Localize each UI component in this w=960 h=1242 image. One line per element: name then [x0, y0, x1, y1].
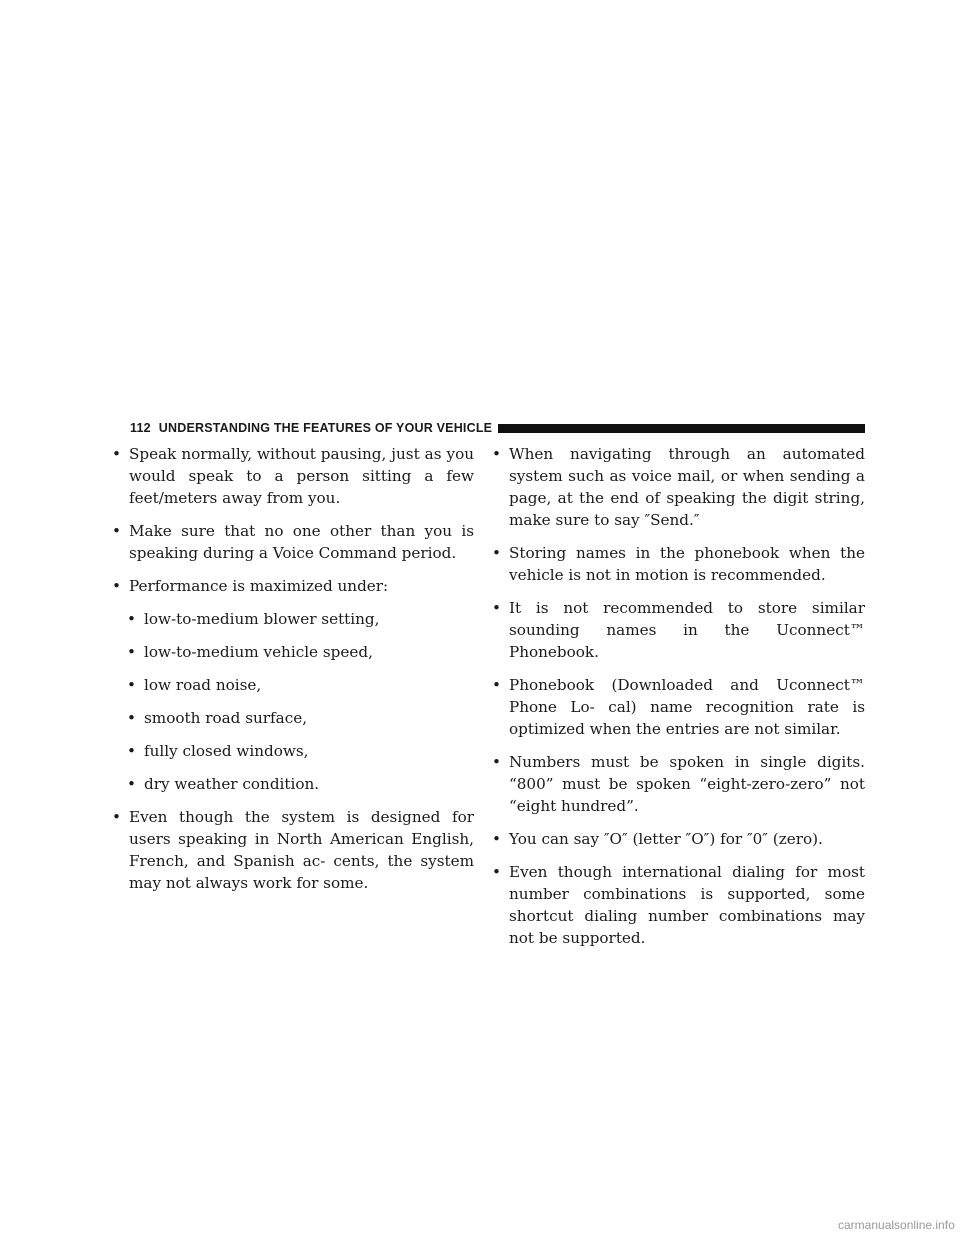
- sub-bullet-item: [127, 773, 474, 795]
- bullet-text: Even though international dialing for most number combinations is supported, some shortcut dialing number combinations may not be supported.: [509, 863, 865, 947]
- bullet-text: Storing names in the phonebook when the vehicle is not in motion is recommended.: [509, 544, 865, 584]
- bullet-text: You can say ″O″ (letter ″O″) for ″0″ (zero).: [509, 830, 823, 848]
- bullet-item: [112, 575, 474, 597]
- section-title: UNDERSTANDING THE FEATURES OF YOUR VEHICLE: [158, 421, 493, 435]
- bullet-item: [492, 861, 865, 949]
- bullet-text: It is not recommended to store similar sounding names in the Uconnect™ Phonebook.: [509, 599, 865, 661]
- bullet-item: [112, 520, 474, 564]
- bullet-item: [492, 674, 865, 740]
- sub-bullet-item: [127, 707, 474, 729]
- bullet-text: low road noise,: [144, 676, 262, 694]
- bullet-icon: •: [492, 863, 501, 881]
- bullet-text: Numbers must be spoken in single digits. “800” must be spoken “eight-zero-zero” not “eight hundred”.: [509, 753, 865, 815]
- header-rule: [498, 424, 865, 433]
- bullet-icon: •: [127, 676, 136, 694]
- left-column: [112, 443, 474, 905]
- page-header: [130, 420, 865, 436]
- bullet-icon: •: [112, 808, 121, 826]
- bullet-icon: •: [492, 599, 501, 617]
- bullet-text: Even though the system is designed for users speaking in North American English, French, and Spanish ac- cents, the system may not always work for some.: [129, 808, 474, 892]
- bullet-text: dry weather condition.: [144, 775, 320, 793]
- bullet-text: Phonebook (Downloaded and Uconnect™ Phone Lo- cal) name recognition rate is optimized when the entries are not similar.: [509, 676, 865, 738]
- bullet-icon: •: [127, 775, 136, 793]
- bullet-icon: •: [127, 610, 136, 628]
- bullet-item: [492, 542, 865, 586]
- bullet-text: fully closed windows,: [144, 742, 309, 760]
- page-number: 112: [130, 421, 151, 435]
- bullet-icon: •: [127, 709, 136, 727]
- bullet-icon: •: [492, 830, 501, 848]
- sub-bullet-item: [127, 608, 474, 630]
- sub-bullet-item: [127, 740, 474, 762]
- bullet-text: low-to-medium blower setting,: [144, 610, 380, 628]
- bullet-icon: •: [492, 445, 501, 463]
- bullet-item: [112, 806, 474, 894]
- bullet-icon: •: [127, 643, 136, 661]
- bullet-text: Performance is maximized under:: [129, 577, 389, 595]
- bullet-item: [112, 443, 474, 509]
- watermark: carmanualsonline.info: [838, 1218, 955, 1232]
- bullet-icon: •: [492, 753, 501, 771]
- sub-bullet-item: [127, 641, 474, 663]
- bullet-item: [492, 443, 865, 531]
- bullet-icon: •: [492, 676, 501, 694]
- bullet-item: [492, 597, 865, 663]
- bullet-icon: •: [112, 522, 121, 540]
- bullet-text: smooth road surface,: [144, 709, 308, 727]
- bullet-icon: •: [127, 742, 136, 760]
- bullet-text: Make sure that no one other than you is speaking during a Voice Command period.: [129, 522, 474, 562]
- bullet-icon: •: [492, 544, 501, 562]
- bullet-text: low-to-medium vehicle speed,: [144, 643, 373, 661]
- bullet-text: When navigating through an automated system such as voice mail, or when sending a page, at the end of speaking the digit string, make sure to say ″Send.″: [509, 445, 865, 529]
- sub-bullet-item: [127, 674, 474, 696]
- bullet-text: Speak normally, without pausing, just as you would speak to a person sitting a few feet/meters away from you.: [129, 445, 474, 507]
- bullet-item: [492, 751, 865, 817]
- bullet-icon: •: [112, 577, 121, 595]
- bullet-icon: •: [112, 445, 121, 463]
- bullet-item: [492, 828, 865, 850]
- right-column: [492, 443, 865, 960]
